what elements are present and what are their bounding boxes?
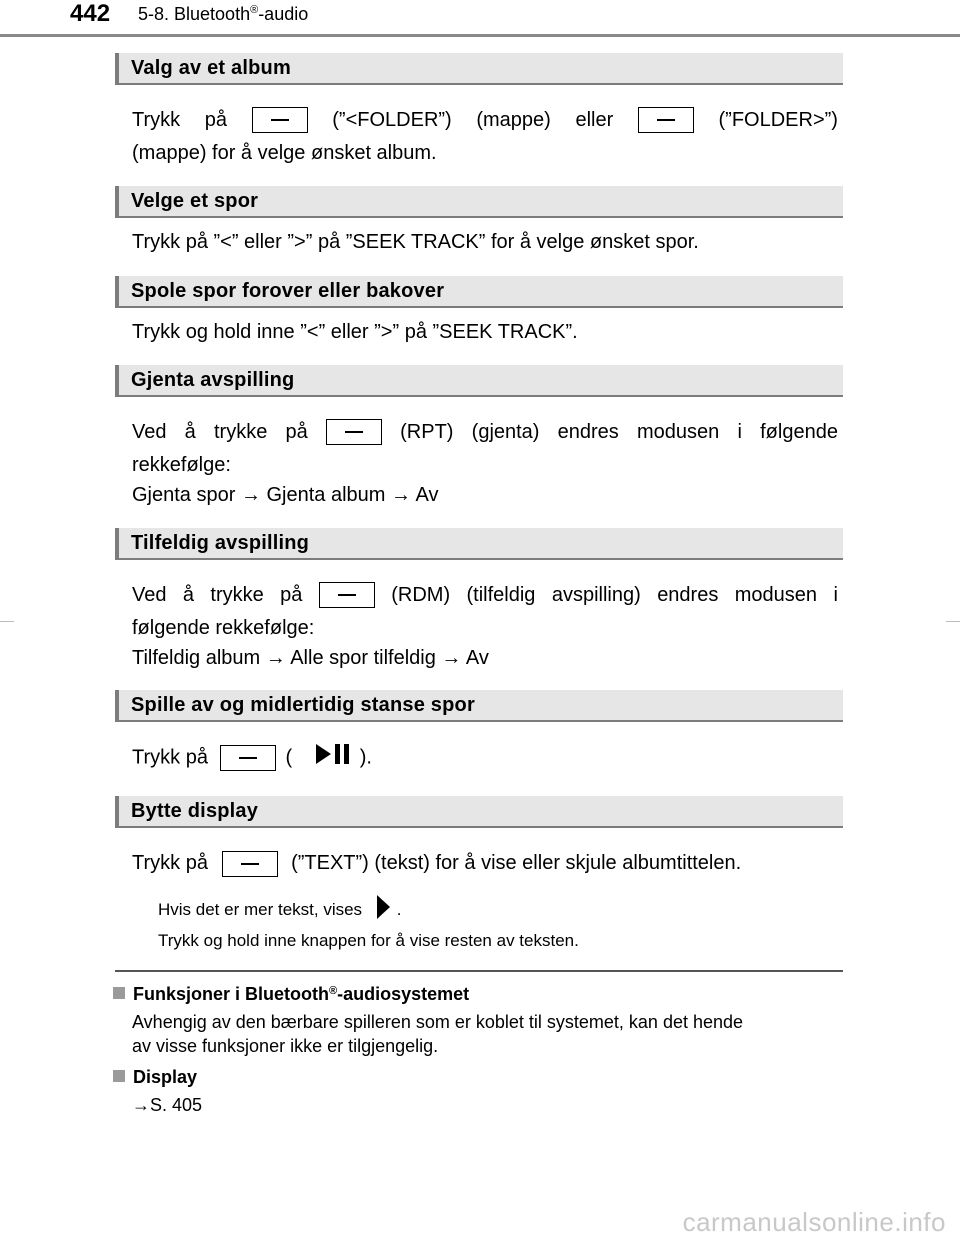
page-header — [0, 0, 960, 40]
repeat-line-1: Ved å trykke på (RPT) (gjenta) endres modusen i følgende — [132, 421, 838, 443]
rpt-button-icon — [326, 419, 382, 445]
watermark: carmanualsonline.info — [682, 1207, 946, 1237]
section-heading-track: Velge et spor — [115, 186, 843, 218]
text-button-icon — [222, 851, 278, 877]
chapter-title: 5-8. Bluetooth®-audio — [138, 4, 309, 24]
display-note-1: Hvis det er mer tekst, vises . — [158, 895, 402, 926]
note-heading-display: Display — [113, 1067, 197, 1088]
square-bullet-icon — [113, 987, 125, 999]
note-functions-line-1: Avhengig av den bærbare spilleren som er koblet til systemet, kan det hende — [132, 1012, 744, 1032]
note-heading-functions: Funksjoner i Bluetooth®-audiosystemet — [113, 984, 469, 1005]
rdm-button-icon — [319, 582, 375, 608]
section-heading-seek: Spole spor forover eller bakover — [115, 276, 843, 308]
folder-prev-button-icon — [252, 107, 308, 133]
random-sequence: Tilfeldig album → Alle spor tilfeldig → Av — [132, 647, 489, 669]
random-line-1: Ved å trykke på (RDM) (tilfeldig avspilling) endres modusen i — [132, 584, 838, 606]
play-line: Trykk på ( ). — [132, 743, 372, 773]
section-heading-random: Tilfeldig avspilling — [115, 528, 843, 560]
section-heading-album: Valg av et album — [115, 53, 843, 85]
seek-text: Trykk og hold inne ”<” eller ”>” på ”SEEK TRACK”. — [132, 321, 578, 343]
display-line: Trykk på (”TEXT”) (tekst) for å vise eller skjule albumtittelen. — [132, 849, 741, 877]
display-note-2: Trykk og hold inne knappen for å vise resten av teksten. — [158, 931, 579, 950]
track-text: Trykk på ”<” eller ”>” på ”SEEK TRACK” for å velge ønsket spor. — [132, 231, 699, 253]
crop-mark-left — [0, 621, 14, 622]
play-button-icon — [220, 745, 276, 771]
header-rule — [0, 34, 960, 37]
folder-next-button-icon — [638, 107, 694, 133]
repeat-sequence: Gjenta spor → Gjenta album → Av — [132, 484, 439, 506]
square-bullet-icon — [113, 1070, 125, 1082]
album-line-2: (mappe) for å velge ønsket album. — [132, 142, 437, 164]
section-heading-repeat: Gjenta avspilling — [115, 365, 843, 397]
triangle-right-icon — [377, 895, 391, 926]
album-line-1: Trykk på (”<FOLDER”) (mappe) eller (”FOLDER>”) — [132, 109, 838, 131]
section-divider — [115, 970, 843, 972]
crop-mark-right — [946, 621, 960, 622]
repeat-line-2: rekkefølge: — [132, 454, 231, 476]
section-heading-play: Spille av og midlertidig stanse spor — [115, 690, 843, 722]
random-line-2: følgende rekkefølge: — [132, 617, 315, 639]
section-heading-display: Bytte display — [115, 796, 843, 828]
note-functions-line-2: av visse funksjoner ikke er tilgjengelig. — [132, 1036, 439, 1056]
play-pause-icon — [316, 743, 352, 773]
page-number: 442 — [70, 0, 111, 27]
note-display-ref[interactable]: →S. 405 — [132, 1095, 203, 1115]
